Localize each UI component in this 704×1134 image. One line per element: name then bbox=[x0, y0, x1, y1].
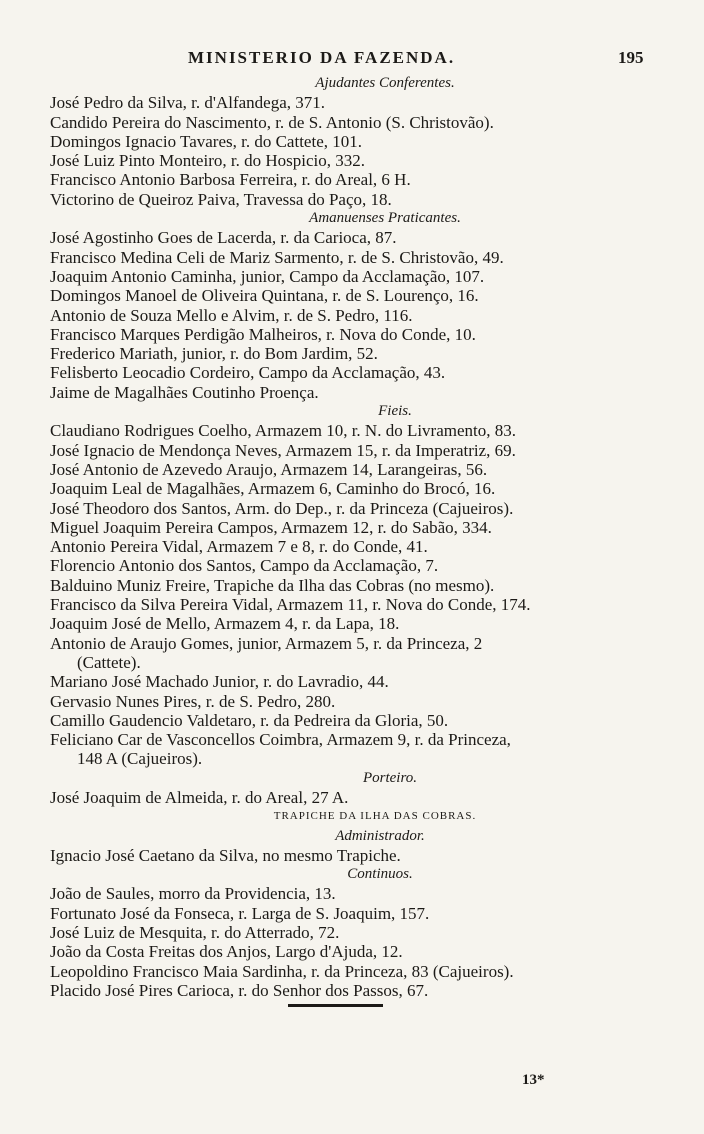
list-item: José Pedro da Silva, r. d'Alfandega, 371. bbox=[50, 93, 326, 113]
section-heading-fieis: Fieis. bbox=[378, 403, 412, 420]
list-item: Gervasio Nunes Pires, r. de S. Pedro, 280. bbox=[50, 691, 336, 711]
list-item: Mariano José Machado Junior, r. do Lavradio, 44. bbox=[50, 672, 389, 692]
section-heading-amanuenses: Amanuenses Praticantes. bbox=[309, 210, 461, 227]
list-item: Fortunato José da Fonseca, r. Larga de S. Joaquim, 157. bbox=[50, 903, 430, 923]
list-item: Francisco Medina Celi de Mariz Sarmento, r. de S. Christovão, 49. bbox=[50, 247, 504, 267]
page-title: MINISTERIO DA FAZENDA. bbox=[188, 48, 456, 67]
section-heading-trapiche: TRAPICHE DA ILHA DAS COBRAS. bbox=[273, 810, 477, 823]
list-item: Domingos Ignacio Tavares, r. do Cattete, 101. bbox=[50, 131, 362, 151]
list-item: João de Saules, morro da Providencia, 13. bbox=[50, 884, 336, 904]
list-item: José Ignacio de Mendonça Neves, Armazem 15, r. da Imperatriz, 69. bbox=[50, 440, 516, 460]
list-item: José Luiz de Mesquita, r. do Atterrado, 72. bbox=[50, 923, 340, 943]
list-item: Jaime de Magalhães Coutinho Proença. bbox=[50, 382, 319, 402]
divider bbox=[288, 1004, 383, 1007]
list-item: Leopoldino Francisco Maia Sardinha, r. da Princeza, 83 (Cajueiros). bbox=[50, 961, 514, 981]
list-item: José Luiz Pinto Monteiro, r. do Hospicio, 332. bbox=[50, 151, 365, 171]
list-item: Placido José Pires Carioca, r. do Senhor dos Passos, 67. bbox=[50, 980, 429, 1000]
list-item: José Antonio de Azevedo Araujo, Armazem 14, Larangeiras, 56. bbox=[50, 459, 488, 479]
list-item: José Agostinho Goes de Lacerda, r. da Carioca, 87. bbox=[50, 228, 397, 248]
list-item: Frederico Mariath, junior, r. do Bom Jardim, 52. bbox=[50, 344, 378, 364]
list-item: Ignacio José Caetano da Silva, no mesmo Trapiche. bbox=[50, 845, 401, 865]
list-item: João da Costa Freitas dos Anjos, Largo d'Ajuda, 12. bbox=[50, 942, 403, 962]
section-heading-ajudantes: Ajudantes Conferentes. bbox=[315, 75, 455, 91]
list-item: Joaquim José de Mello, Armazem 4, r. da Lapa, 18. bbox=[50, 614, 400, 634]
list-item: Antonio de Souza Mello e Alvim, r. de S. Pedro, 116. bbox=[50, 305, 413, 325]
page-number: 195 bbox=[618, 48, 644, 67]
list-item: Joaquim Leal de Magalhães, Armazem 6, Caminho do Brocó, 16. bbox=[50, 479, 496, 499]
list-item: Camillo Gaudencio Valdetaro, r. da Pedreira da Gloria, 50. bbox=[50, 710, 449, 730]
list-item: Victorino de Queiroz Paiva, Travessa do Paço, 18. bbox=[50, 189, 392, 209]
section-heading-continuos: Continuos. bbox=[347, 866, 413, 883]
list-item: Florencio Antonio dos Santos, Campo da Acclamação, 7. bbox=[50, 556, 439, 576]
list-item: José Theodoro dos Santos, Arm. do Dep., r. da Princeza (Cajueiros). bbox=[50, 498, 514, 518]
list-item: Antonio Pereira Vidal, Armazem 7 e 8, r. do Conde, 41. bbox=[50, 537, 428, 557]
directory-listing bbox=[50, 74, 630, 1007]
list-item: Francisco da Silva Pereira Vidal, Armazem 11, r. Nova do Conde, 174. bbox=[50, 595, 531, 615]
section-heading-administrador: Administrador. bbox=[335, 827, 425, 844]
list-item: Joaquim Antonio Caminha, junior, Campo da Acclamação, 107. bbox=[50, 266, 485, 286]
list-item-continuation: 148 A (Cajueiros). bbox=[77, 749, 203, 769]
list-item: Feliciano Car de Vasconcellos Coimbra, Armazem 9, r. da Princeza, bbox=[50, 730, 511, 750]
list-item: Claudiano Rodrigues Coelho, Armazem 10, r. N. do Livramento, 83. bbox=[50, 421, 517, 441]
page-header bbox=[0, 48, 704, 72]
list-item: Francisco Marques Perdigão Malheiros, r. Nova do Conde, 10. bbox=[50, 324, 476, 344]
section-heading-porteiro: Porteiro. bbox=[362, 769, 418, 786]
list-item: Miguel Joaquim Pereira Campos, Armazem 12, r. do Sabão, 334. bbox=[50, 517, 492, 537]
list-item: Felisberto Leocadio Cordeiro, Campo da Acclamação, 43. bbox=[50, 363, 446, 383]
list-item: Francisco Antonio Barbosa Ferreira, r. do Areal, 6 H. bbox=[50, 170, 411, 190]
list-item: Candido Pereira do Nascimento, r. de S. Antonio (S. Christovão). bbox=[50, 112, 494, 132]
signature-mark: 13* bbox=[522, 1072, 545, 1088]
list-item: Balduino Muniz Freire, Trapiche da Ilha das Cobras (no mesmo). bbox=[50, 575, 495, 595]
list-item-continuation: (Cattete). bbox=[77, 652, 141, 672]
list-item: Domingos Manoel de Oliveira Quintana, r. de S. Lourenço, 16. bbox=[50, 286, 479, 306]
list-item: José Joaquim de Almeida, r. do Areal, 27 A. bbox=[50, 787, 349, 807]
list-item: Antonio de Araujo Gomes, junior, Armazem 5, r. da Princeza, 2 bbox=[50, 633, 483, 653]
